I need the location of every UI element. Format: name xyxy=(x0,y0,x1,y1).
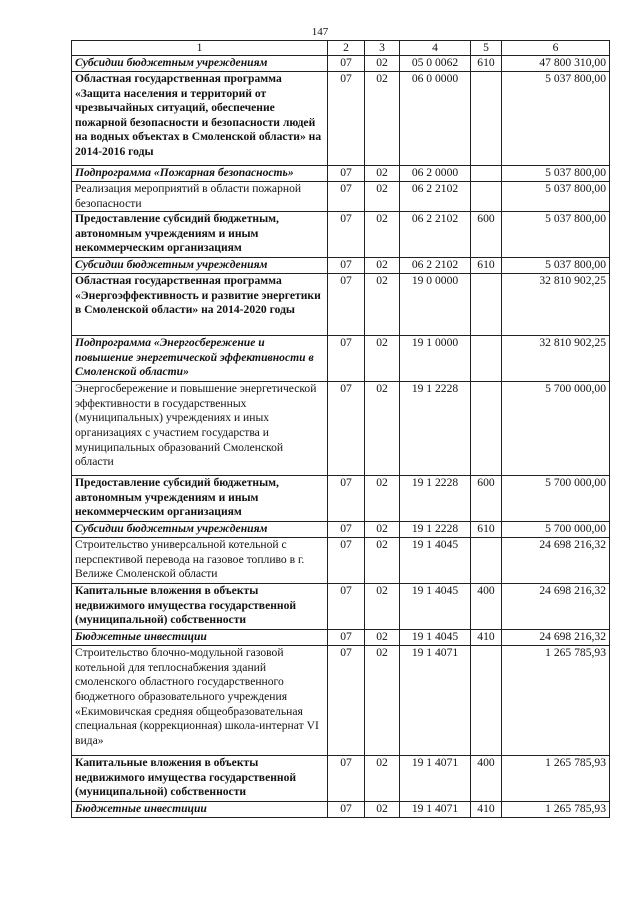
expense-type-cell: 400 xyxy=(471,584,502,630)
subsection-code-cell: 02 xyxy=(365,522,400,538)
expense-type-cell xyxy=(471,538,502,584)
table-row xyxy=(72,72,610,166)
table-row xyxy=(72,584,610,630)
table-row xyxy=(72,212,610,258)
target-article-cell: 19 1 4071 xyxy=(400,756,471,802)
section-code-cell: 07 xyxy=(328,382,365,476)
budget-table-body xyxy=(72,41,610,818)
section-code-cell: 07 xyxy=(328,258,365,274)
item-name-cell: Предоставление субсидий бюджетным, автономным учреждениям и иным некоммерческим организациям xyxy=(72,212,328,258)
section-code-cell: 07 xyxy=(328,522,365,538)
target-article-cell: 06 0 0000 xyxy=(400,72,471,166)
section-code-cell: 07 xyxy=(328,336,365,382)
section-code-cell: 07 xyxy=(328,56,365,72)
amount-cell: 1 265 785,93 xyxy=(502,802,610,818)
table-row xyxy=(72,382,610,476)
section-code-cell: 07 xyxy=(328,630,365,646)
section-code-cell: 07 xyxy=(328,166,365,182)
amount-cell: 5 700 000,00 xyxy=(502,382,610,476)
amount-cell: 1 265 785,93 xyxy=(502,756,610,802)
header-col-3: 3 xyxy=(365,41,400,56)
target-article-cell: 19 1 4045 xyxy=(400,584,471,630)
expense-type-cell xyxy=(471,166,502,182)
subsection-code-cell: 02 xyxy=(365,802,400,818)
item-name-cell: Подпрограмма «Энергосбережение и повышение энергетической эффективности в Смоленской области» xyxy=(72,336,328,382)
item-name-cell: Энергосбережение и повышение энергетической эффективности в государственных (муниципальных) учреждениях и иных организациях с участием государства и муниципальных образований Смоленской области xyxy=(72,382,328,476)
item-name-cell: Субсидии бюджетным учреждениям xyxy=(72,56,328,72)
target-article-cell: 19 1 2228 xyxy=(400,382,471,476)
amount-cell: 5 037 800,00 xyxy=(502,212,610,258)
subsection-code-cell: 02 xyxy=(365,72,400,166)
amount-cell: 24 698 216,32 xyxy=(502,538,610,584)
amount-cell: 47 800 310,00 xyxy=(502,56,610,72)
section-code-cell: 07 xyxy=(328,182,365,212)
header-col-2: 2 xyxy=(328,41,365,56)
amount-cell: 5 700 000,00 xyxy=(502,476,610,522)
header-col-6: 6 xyxy=(502,41,610,56)
amount-cell: 32 810 902,25 xyxy=(502,336,610,382)
subsection-code-cell: 02 xyxy=(365,476,400,522)
amount-cell: 5 037 800,00 xyxy=(502,258,610,274)
expense-type-cell xyxy=(471,182,502,212)
expense-type-cell: 610 xyxy=(471,56,502,72)
item-name-cell: Реализация мероприятий в области пожарной безопасности xyxy=(72,182,328,212)
target-article-cell: 19 1 4071 xyxy=(400,646,471,756)
table-row xyxy=(72,258,610,274)
table-row xyxy=(72,756,610,802)
header-col-4: 4 xyxy=(400,41,471,56)
item-name-cell: Бюджетные инвестиции xyxy=(72,630,328,646)
expense-type-cell: 410 xyxy=(471,630,502,646)
amount-cell: 5 037 800,00 xyxy=(502,166,610,182)
item-name-cell: Капитальные вложения в объекты недвижимого имущества государственной (муниципальной) собственности xyxy=(72,584,328,630)
section-code-cell: 07 xyxy=(328,538,365,584)
amount-cell: 5 700 000,00 xyxy=(502,522,610,538)
section-code-cell: 07 xyxy=(328,646,365,756)
table-row xyxy=(72,182,610,212)
expense-type-cell: 400 xyxy=(471,756,502,802)
expense-type-cell xyxy=(471,274,502,336)
table-row xyxy=(72,802,610,818)
page-number: 147 xyxy=(311,26,329,38)
subsection-code-cell: 02 xyxy=(365,166,400,182)
subsection-code-cell: 02 xyxy=(365,538,400,584)
section-code-cell: 07 xyxy=(328,212,365,258)
table-row xyxy=(72,630,610,646)
section-code-cell: 07 xyxy=(328,802,365,818)
section-code-cell: 07 xyxy=(328,756,365,802)
item-name-cell: Субсидии бюджетным учреждениям xyxy=(72,258,328,274)
item-name-cell: Капитальные вложения в объекты недвижимого имущества государственной (муниципальной) собственности xyxy=(72,756,328,802)
subsection-code-cell: 02 xyxy=(365,646,400,756)
amount-cell: 1 265 785,93 xyxy=(502,646,610,756)
subsection-code-cell: 02 xyxy=(365,274,400,336)
subsection-code-cell: 02 xyxy=(365,336,400,382)
amount-cell: 5 037 800,00 xyxy=(502,72,610,166)
item-name-cell: Субсидии бюджетным учреждениям xyxy=(72,522,328,538)
section-code-cell: 07 xyxy=(328,476,365,522)
target-article-cell: 06 2 2102 xyxy=(400,212,471,258)
expense-type-cell: 410 xyxy=(471,802,502,818)
table-row xyxy=(72,166,610,182)
subsection-code-cell: 02 xyxy=(365,756,400,802)
amount-cell: 24 698 216,32 xyxy=(502,584,610,630)
expense-type-cell xyxy=(471,646,502,756)
item-name-cell: Подпрограмма «Пожарная безопасность» xyxy=(72,166,328,182)
section-code-cell: 07 xyxy=(328,584,365,630)
item-name-cell: Предоставление субсидий бюджетным, автономным учреждениям и иным некоммерческим организациям xyxy=(72,476,328,522)
target-article-cell: 19 0 0000 xyxy=(400,274,471,336)
expense-type-cell: 610 xyxy=(471,522,502,538)
item-name-cell: Областная государственная программа «Защита населения и территорий от чрезвычайных ситуаций, обеспечение пожарной безопасности и безопасности людей на водных объектах в Смоленской области» на 2014-2016 годы xyxy=(72,72,328,166)
target-article-cell: 19 1 4045 xyxy=(400,538,471,584)
target-article-cell: 05 0 0062 xyxy=(400,56,471,72)
subsection-code-cell: 02 xyxy=(365,258,400,274)
table-row xyxy=(72,522,610,538)
section-code-cell: 07 xyxy=(328,72,365,166)
subsection-code-cell: 02 xyxy=(365,630,400,646)
target-article-cell: 19 1 4045 xyxy=(400,630,471,646)
item-name-cell: Бюджетные инвестиции xyxy=(72,802,328,818)
expense-type-cell: 610 xyxy=(471,258,502,274)
target-article-cell: 06 2 2102 xyxy=(400,258,471,274)
table-row xyxy=(72,476,610,522)
item-name-cell: Строительство универсальной котельной с перспективой перевода на газовое топливо в г. Велиже Смоленской области xyxy=(72,538,328,584)
expense-type-cell xyxy=(471,72,502,166)
target-article-cell: 19 1 0000 xyxy=(400,336,471,382)
item-name-cell: Областная государственная программа «Энергоэффективность и развитие энергетики в Смоленской области» на 2014-2020 годы xyxy=(72,274,328,336)
subsection-code-cell: 02 xyxy=(365,56,400,72)
target-article-cell: 06 2 0000 xyxy=(400,166,471,182)
expense-type-cell: 600 xyxy=(471,476,502,522)
expense-type-cell: 600 xyxy=(471,212,502,258)
table-header-row xyxy=(72,41,610,56)
subsection-code-cell: 02 xyxy=(365,182,400,212)
subsection-code-cell: 02 xyxy=(365,382,400,476)
target-article-cell: 19 1 2228 xyxy=(400,522,471,538)
target-article-cell: 19 1 4071 xyxy=(400,802,471,818)
expense-type-cell xyxy=(471,336,502,382)
target-article-cell: 06 2 2102 xyxy=(400,182,471,212)
table-row xyxy=(72,538,610,584)
budget-table xyxy=(71,40,610,818)
subsection-code-cell: 02 xyxy=(365,212,400,258)
expense-type-cell xyxy=(471,382,502,476)
header-col-1: 1 xyxy=(72,41,328,56)
section-code-cell: 07 xyxy=(328,274,365,336)
amount-cell: 24 698 216,32 xyxy=(502,630,610,646)
target-article-cell: 19 1 2228 xyxy=(400,476,471,522)
subsection-code-cell: 02 xyxy=(365,584,400,630)
table-row xyxy=(72,646,610,756)
amount-cell: 32 810 902,25 xyxy=(502,274,610,336)
table-row xyxy=(72,336,610,382)
item-name-cell: Строительство блочно-модульной газовой котельной для теплоснабжения зданий смоленского областного государственного бюджетного образовательного учреждения «Екимовичская средняя общеобразовательная специальная (коррекционная) школа-интернат VI вида» xyxy=(72,646,328,756)
header-col-5: 5 xyxy=(471,41,502,56)
table-row xyxy=(72,56,610,72)
amount-cell: 5 037 800,00 xyxy=(502,182,610,212)
table-row xyxy=(72,274,610,336)
